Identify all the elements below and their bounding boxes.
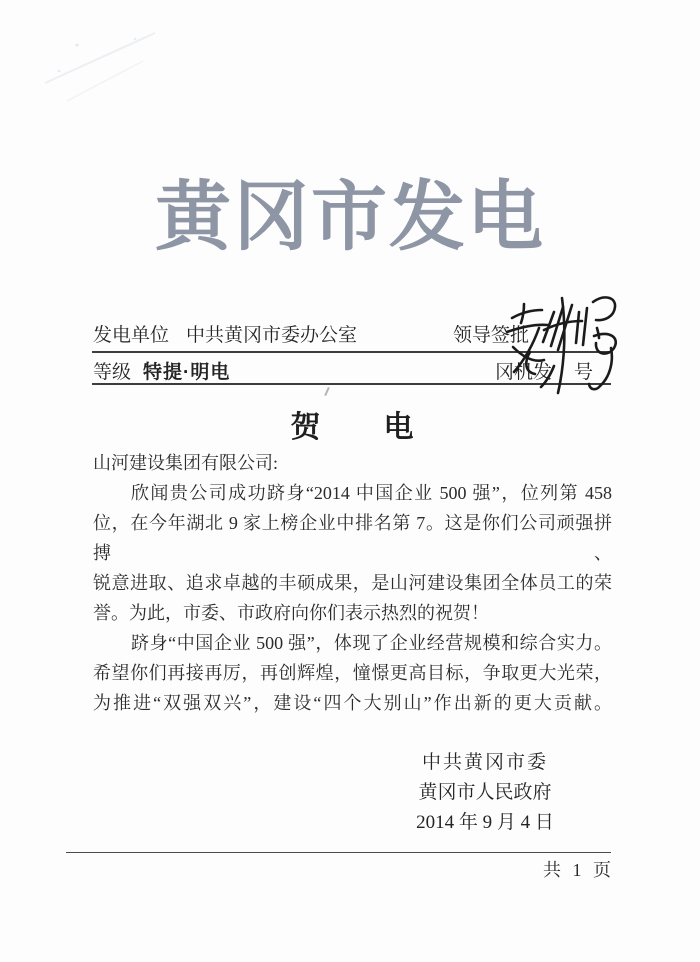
closing-block [400,748,570,838]
serial-suffix: 号 [574,362,594,383]
grade-label: 等级 [93,362,132,383]
letter-body [93,448,612,718]
body-line: 为推进“双强双兴”，建设“四个大别山”作出新的更大贡献。 [93,693,612,713]
body-line: 锐意进取、追求卓越的丰硕成果，是山河建设集团全体员工的荣 [93,573,612,593]
masthead-title: 黄冈市发电 [155,172,545,261]
serial-prefix: 冈机发 [495,362,553,383]
body-line: 位，在今年湖北 9 家上榜企业中排名第 7。这是你们公司顽强拼搏、 [93,513,612,563]
body-line: 希望你们再接再厉，再创辉煌，憧憬更高目标，争取更大光荣， [93,663,612,683]
footer-rule [66,852,611,853]
letter-title: 贺 电 [290,411,415,444]
body-line: 誉。为此，市委、市政府向你们表示热烈的祝贺！ [93,603,489,623]
leader-signoff-label: 领导签批 [453,325,530,346]
sender-value: 中共黄冈市委办公室 [186,325,358,346]
body-line: 跻身“中国企业 500 强”，体现了企业经营规模和综合实力。 [131,633,612,653]
page-count: 共 1 页 [543,860,611,880]
sender-label: 发电单位 [93,325,170,346]
leader-signature-handwriting [496,290,624,402]
closing-org-government: 黄冈市人民政府 [418,782,552,803]
salutation-line: 山河建设集团有限公司: [93,453,278,473]
stray-ink-mark [324,387,329,396]
body-line: 欣闻贵公司成功跻身“2014 中国企业 500 强”，位列第 458 [131,483,612,503]
grade-value: 特提·明电 [143,362,231,383]
closing-date: 2014 年 9 月 4 日 [416,812,554,833]
scan-crease-mark [15,5,205,135]
closing-org-party: 中共黄冈市委 [421,752,548,773]
